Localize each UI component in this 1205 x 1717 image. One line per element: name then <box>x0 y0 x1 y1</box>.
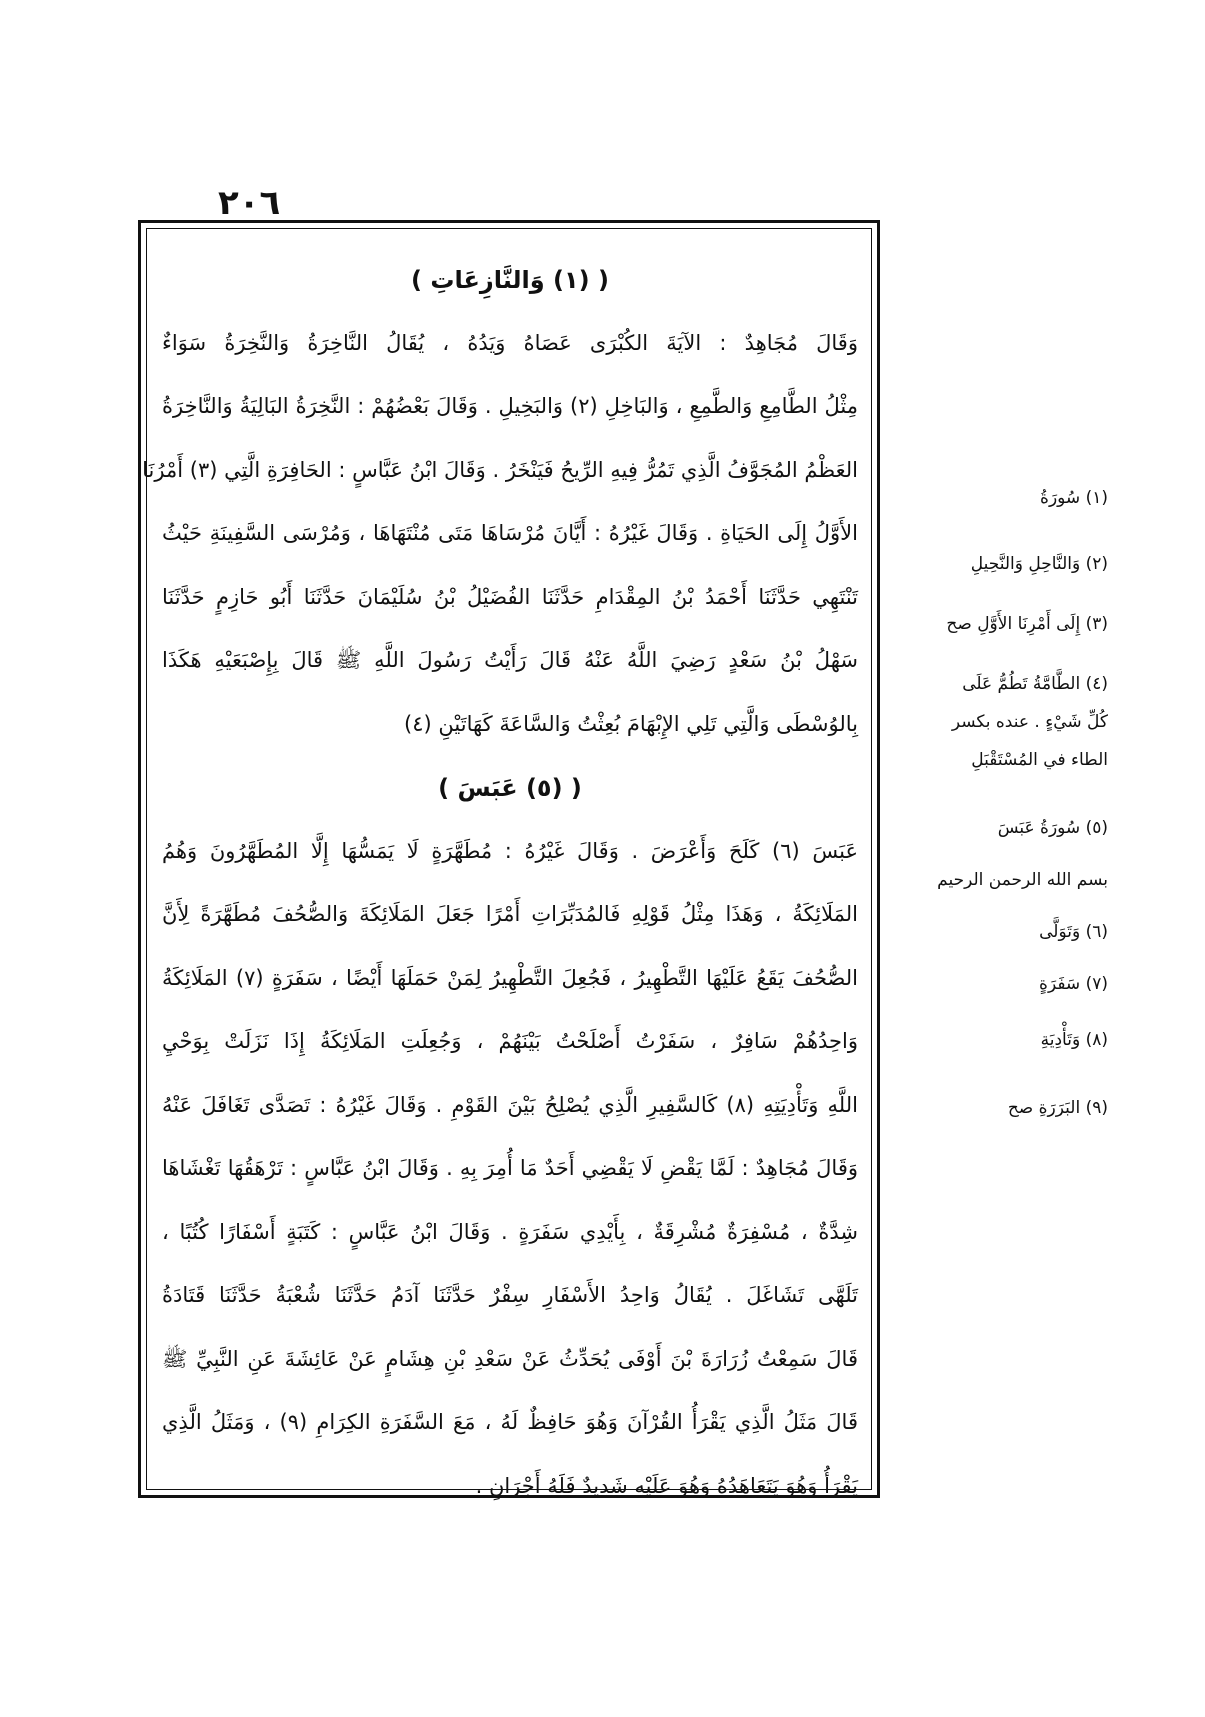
margin-note: (٥) سُورَةُ عَبَسَ <box>997 818 1108 838</box>
margin-note: كُلِّ شَيْءٍ . عنده بكسر <box>951 712 1108 732</box>
text-line: المَلَائِكَةُ ، وَهَذَا مِثْلُ قَوْلِهِ فَالمُدَبِّرَاتِ أَمْرًا جَعَلَ المَلَائِكَةَ وَالصُّحُفَ مُطَهَّرَةً لِأَنَّ <box>162 902 858 927</box>
text-line: وَقَالَ مُجَاهِدٌ : لَمَّا يَقْضِ لَا يَقْضِي أَحَدٌ مَا أُمِرَ بِهِ . وَقَالَ ابْنُ عَبَّاسٍ : تَرْهَقُهَا تَغْشَاهَا <box>162 1156 858 1181</box>
margin-note: بسم الله الرحمن الرحيم <box>937 870 1108 890</box>
text-line: الأَوَّلُ إِلَى الحَيَاةِ . وَقَالَ غَيْرُهُ : أَيَّانَ مُرْسَاهَا مَتَى مُنْتَهَاهَا ، وَمُرْسَى السَّفِينَةِ حَيْثُ <box>162 521 858 546</box>
margin-note: (٩) البَرَرَةِ صح <box>1007 1098 1108 1118</box>
text-line: تَنْتَهِي حَدَّثَنَا أَحْمَدُ بْنُ المِقْدَامِ حَدَّثَنَا الفُضَيْلُ بْنُ سُلَيْمَانَ حَدَّثَنَا أَبُو حَازِمٍ حَدَّثَنَا <box>162 584 858 609</box>
text-line: قَالَ سَمِعْتُ زُرَارَةَ بْنَ أَوْفَى يُحَدِّثُ عَنْ سَعْدِ بْنِ هِشَامٍ عَنْ عَائِشَةَ عَنِ النَّبِيِّ ﷺ <box>162 1346 858 1371</box>
margin-note: (٤) الطَّامَّةُ تَطُمُّ عَلَى <box>962 674 1108 694</box>
text-line: وَقَالَ مُجَاهِدٌ : الآيَةَ الكُبْرَى عَصَاهُ وَيَدُهُ ، يُقَالُ النَّاخِرَةُ وَالنَّخِرَةُ سَوَاءٌ <box>162 330 858 355</box>
text-line: يَقْرَأُ وَهُوَ يَتَعَاهَدُهُ وَهُوَ عَلَيْهِ شَدِيدٌ فَلَهُ أَجْرَانِ . <box>475 1473 858 1498</box>
margin-note: الطاء في المُسْتَقْبَلِ <box>971 750 1108 770</box>
margin-note: (١) سُورَةُ <box>1040 488 1108 508</box>
chapter-heading: ( (٥) عَبَسَ ) <box>438 773 582 802</box>
text-line: تَلَهَّى تَشَاغَلَ . يُقَالُ وَاحِدُ الأَسْفَارِ سِفْرٌ حَدَّثَنَا آدَمُ حَدَّثَنَا شُعْبَةُ حَدَّثَنَا قَتَادَةُ <box>162 1283 858 1308</box>
text-line: قَالَ مَثَلُ الَّذِي يَقْرَأُ القُرْآنَ وَهُوَ حَافِظٌ لَهُ ، مَعَ السَّفَرَةِ الكِرَامِ (٩) ، وَمَثَلُ الَّذِي <box>162 1410 858 1435</box>
text-line: سَهْلُ بْنُ سَعْدٍ رَضِيَ اللَّهُ عَنْهُ قَالَ رَأَيْتُ رَسُولَ اللَّهِ ﷺ قَالَ بِإِصْبَعَيْهِ هَكَذَا <box>162 648 858 673</box>
text-line: اللَّهِ وَتَأْدِيَتِهِ (٨) كَالسَّفِيرِ الَّذِي يُصْلِحُ بَيْنَ القَوْمِ . وَقَالَ غَيْرُهُ : تَصَدَّى تَغَافَلَ عَنْهُ <box>162 1092 858 1117</box>
text-line: الصُّحُفَ يَقَعُ عَلَيْهَا التَّطْهِيرُ ، فَجُعِلَ التَّطْهِيرُ لِمَنْ حَمَلَهَا أَيْضًا ، سَفَرَةٍ (٧) المَلَائِكَةُ <box>162 965 858 990</box>
text-line: العَظْمُ المُجَوَّفُ الَّذِي تَمُرُّ فِيهِ الرِّيحُ فَيَنْخَرُ . وَقَالَ ابْنُ عَبَّاسٍ : الحَافِرَةِ الَّتِي (٣) أَمْرُنَا <box>142 457 858 482</box>
margin-note: (٧) سَفَرَةٍ <box>1039 974 1108 994</box>
text-line: عَبَسَ (٦) كَلَحَ وَأَعْرَضَ . وَقَالَ غَيْرُهُ : مُطَهَّرَةٍ لَا يَمَسُّهَا إِلَّا المُطَهَّرُونَ وَهُمُ <box>162 838 858 863</box>
text-line: بِالوُسْطَى وَالَّتِي تَلِي الإِبْهَامَ بُعِثْتُ وَالسَّاعَةَ كَهَاتَيْنِ (٤) <box>404 711 858 736</box>
margin-note: (٢) وَالنَّاحِلِ وَالنَّحِيلِ <box>970 554 1108 574</box>
text-line: وَاحِدُهُمْ سَافِرٌ ، سَفَرْتُ أَصْلَحْتُ بَيْنَهُمْ ، وَجُعِلَتِ المَلَائِكَةُ إِذَا نَزَلَتْ بِوَحْيِ <box>162 1029 858 1054</box>
margin-note: (٦) وَتَوَلَّى <box>1039 922 1108 942</box>
margin-note: (٨) وَتَأْدِيَةِ <box>1040 1030 1108 1050</box>
text-line: شِدَّةٌ ، مُسْفِرَةٌ مُشْرِقَةٌ ، بِأَيْدِي سَفَرَةٍ . وَقَالَ ابْنُ عَبَّاسٍ : كَتَبَةٍ أَسْفَارًا كُتُبًا ، <box>162 1219 858 1244</box>
page-number: ٢٠٦ <box>218 183 281 223</box>
main-text-block <box>142 248 858 1518</box>
text-line: مِثْلُ الطَّامِعِ وَالطَّمِعِ ، وَالبَاخِلِ (٢) وَالبَخِيلِ . وَقَالَ بَعْضُهُمْ : النَّخِرَةُ البَالِيَةُ وَالنَّاخِرَةُ <box>162 394 858 419</box>
chapter-heading: ( (١) وَالنَّازِعَاتِ ) <box>411 265 609 294</box>
margin-note: (٣) إِلَى أَمْرِنَا الأَوَّلِ صح <box>946 614 1108 634</box>
